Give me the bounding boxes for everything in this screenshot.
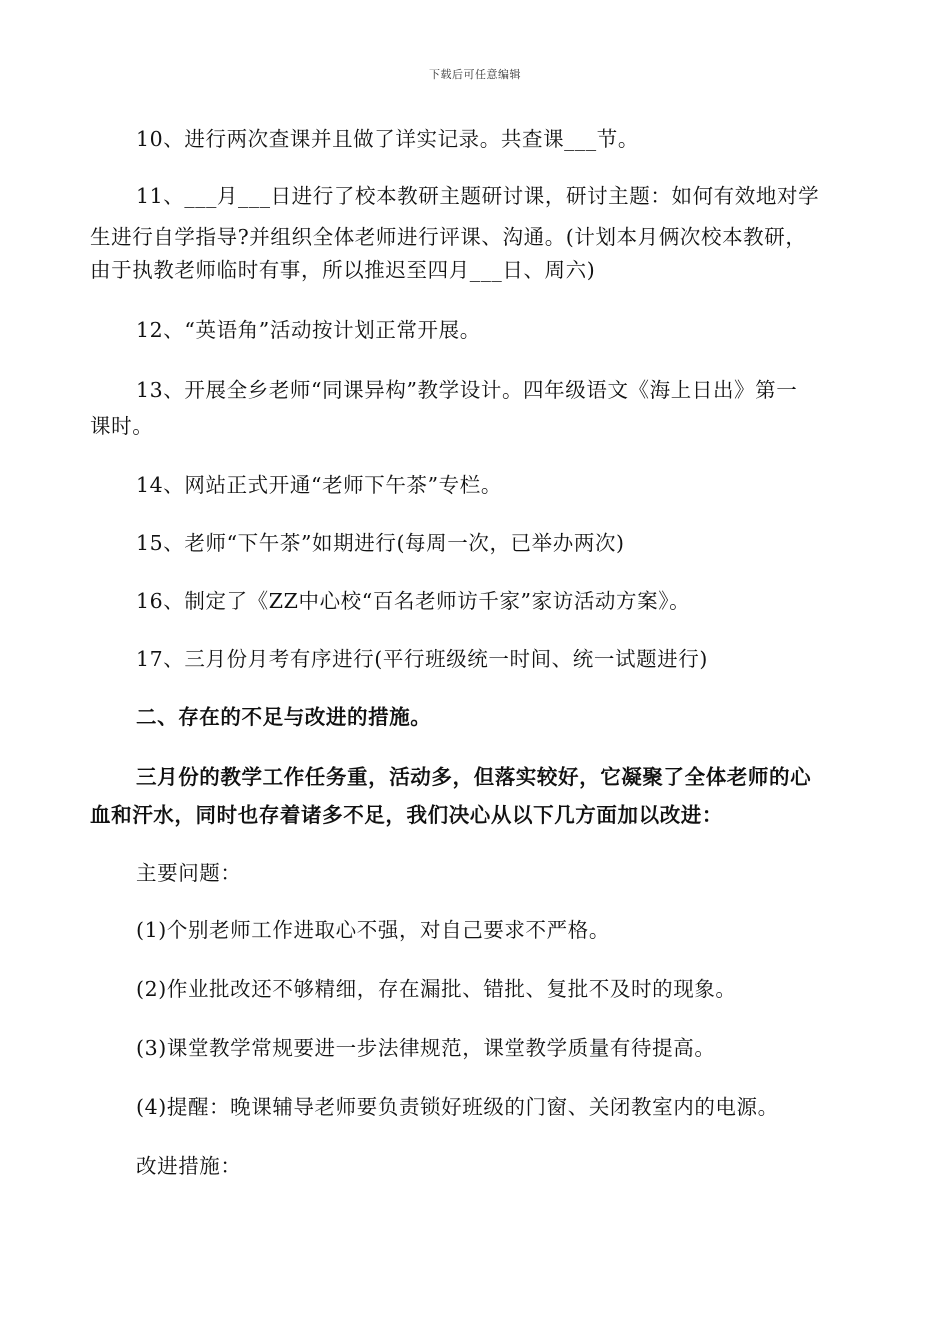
problem-3: (3)课堂教学常规要进一步法律规范，课堂教学质量有待提高。 [136,1036,716,1060]
item-15: 15、老师“下午茶”如期进行(每周一次，已举办两次) [136,531,625,555]
item-12: 12、“英语角”活动按计划正常开展。 [136,318,481,342]
item-10: 10、进行两次查课并且做了详实记录。共查课___节。 [136,127,639,151]
summary-line-2: 血和汗水，同时也存着诸多不足，我们决心从以下几方面加以改进： [90,803,723,827]
summary-line-1: 三月份的教学工作任务重，活动多，但落实较好，它凝聚了全体老师的心 [136,765,812,789]
problem-4: (4)提醒：晚课辅导老师要负责锁好班级的门窗、关闭教室内的电源。 [136,1095,779,1119]
item-11-line-1: 11、___月___日进行了校本教研主题研讨课，研讨主题：如何有效地对学 [136,184,820,208]
item-11-line-3: 由于执教老师临时有事，所以推迟至四月___日、周六) [90,258,596,282]
item-13-line-1: 13、开展全乡老师“同课异构”教学设计。四年级语文《海上日出》第一 [136,378,798,402]
item-11-line-2: 生进行自学指导?并组织全体老师进行评课、沟通。(计划本月俩次校本教研， [90,225,807,249]
measures-heading: 改进措施： [136,1154,242,1178]
item-16: 16、制定了《ZZ中心校“百名老师访千家”家访活动方案》。 [136,589,691,613]
problems-heading: 主要问题： [136,861,242,885]
problem-1: (1)个别老师工作进取心不强，对自己要求不严格。 [136,918,610,942]
section-heading: 二、存在的不足与改进的措施。 [136,705,432,729]
item-17: 17、三月份月考有序进行(平行班级统一时间、统一试题进行) [136,647,708,671]
item-13-line-2: 课时。 [90,414,154,438]
page-header: 下载后可任意编辑 [429,68,521,81]
item-14: 14、网站正式开通“老师下午茶”专栏。 [136,473,502,497]
problem-2: (2)作业批改还不够精细，存在漏批、错批、复批不及时的现象。 [136,977,737,1001]
